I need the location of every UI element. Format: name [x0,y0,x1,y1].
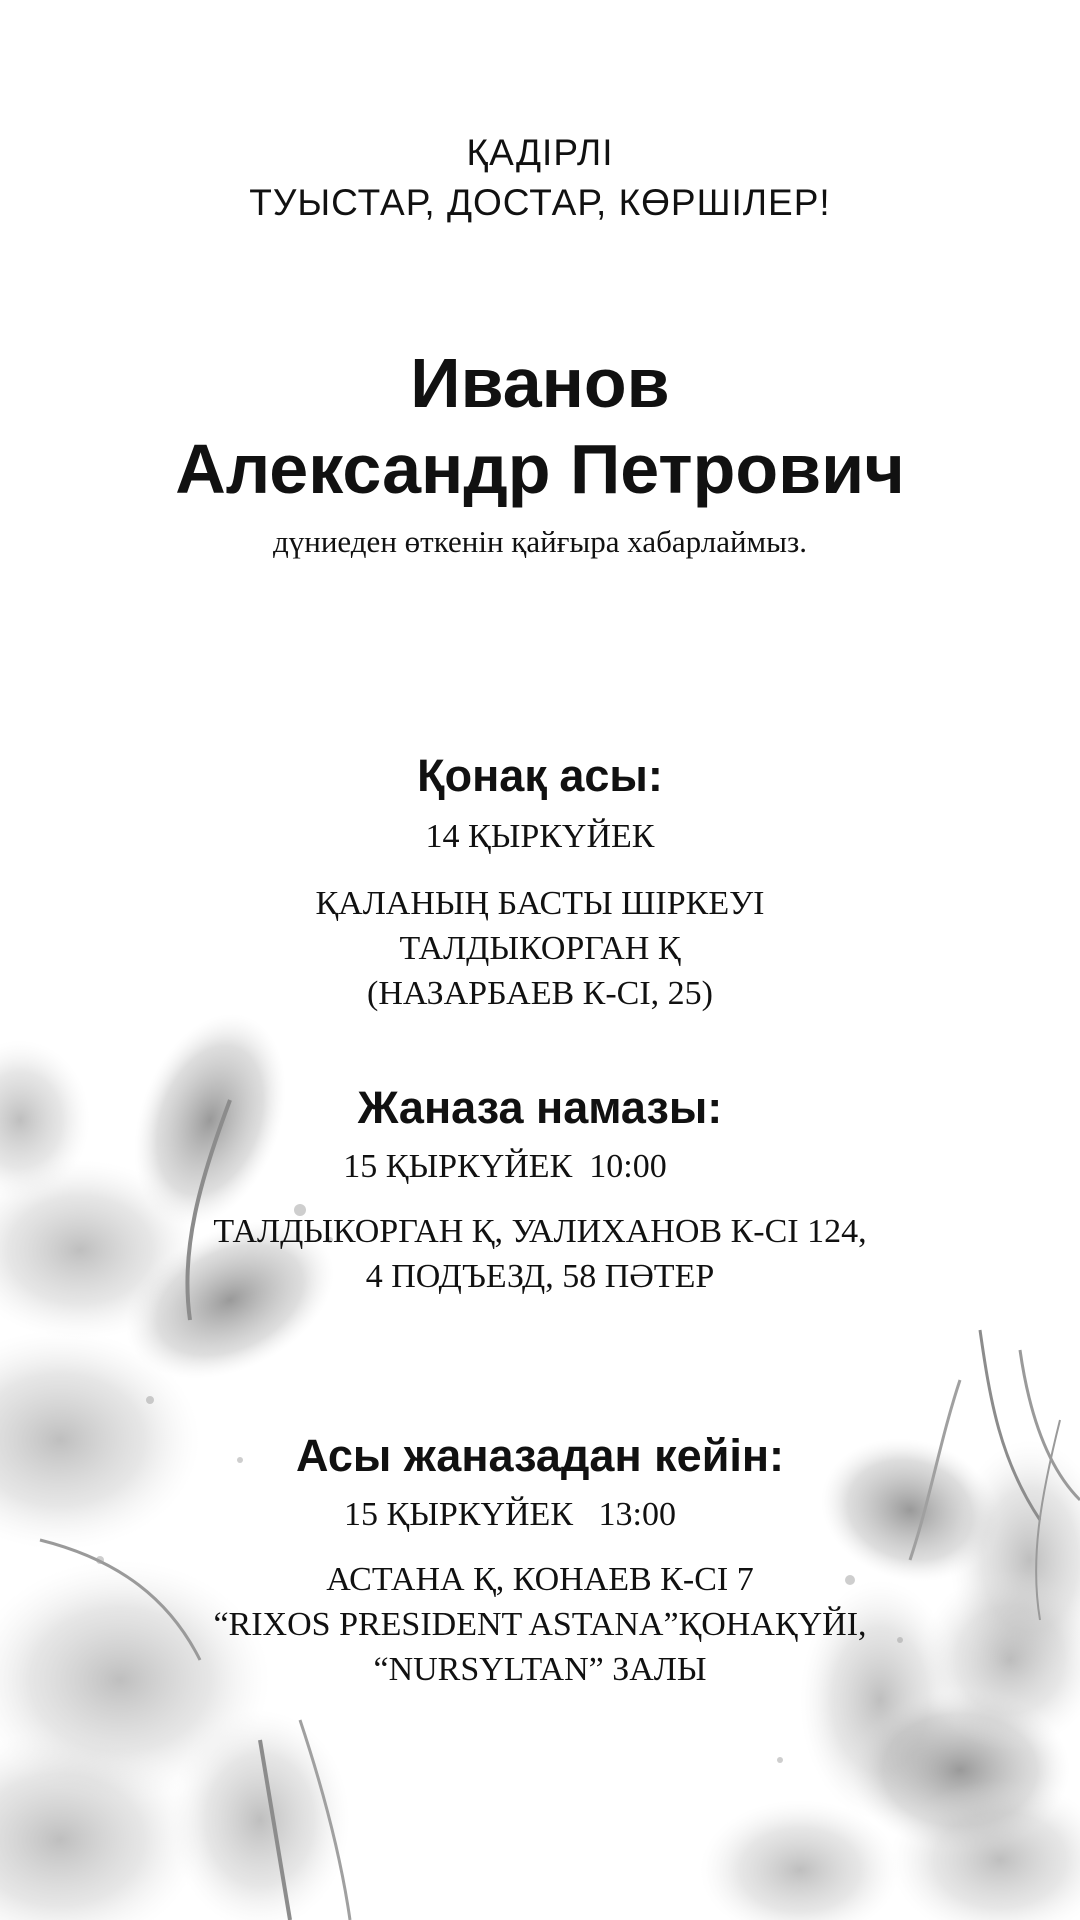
event-place-line: АСТАНА Қ, КОНАЕВ К-СІ 7 [326,1561,754,1598]
event-place [0,1557,1080,1692]
event-datetime: 14 ҚЫРКҮЙЕК [425,818,655,855]
deceased-name [0,340,1080,512]
greeting [0,128,1080,228]
event-funeral-prayer [0,1080,1080,1299]
greeting-line-1: ҚАДІРЛІ [466,132,614,173]
event-place-line: “RIXOS PRESIDENT ASTANA”ҚОНАҚҮЙІ, [213,1606,867,1643]
deceased-surname: Иванов [410,344,670,422]
event-place-line: ТАЛДЫКОРГАН Қ [399,930,681,967]
announcement-text: дүниеден өткенін қайғыра хабарлаймыз. [272,524,807,559]
event-place-line: “NURSYLTAN” ЗАЛЫ [373,1651,707,1688]
event-place-line: ТАЛДЫКОРГАН Қ, УАЛИХАНОВ К-СІ 124, [213,1213,867,1250]
event-datetime: 15 ҚЫРКҮЙЕК 13:00 [344,1496,676,1533]
event-guest-meal [0,748,1080,1016]
greeting-line-2: ТУЫСТАР, ДОСТАР, КӨРШІЛЕР! [249,182,831,223]
event-title: Қонақ асы: [417,750,663,801]
deceased-given-names: Александр Петрович [175,430,905,508]
event-place [0,1209,1080,1299]
event-place-line: (НАЗАРБАЕВ К-СІ, 25) [367,975,713,1012]
event-datetime: 15 ҚЫРКҮЙЕК 10:00 [343,1148,667,1185]
event-place-line: ҚАЛАНЫҢ БАСТЫ ШІРКЕУІ [315,885,765,922]
event-place [0,881,1080,1016]
event-title: Жаназа намазы: [357,1082,723,1133]
event-title: Асы жаназадан кейін: [295,1430,785,1481]
event-memorial-meal [0,1428,1080,1692]
event-place-line: 4 ПОДЪЕЗД, 58 ПӘТЕР [365,1258,715,1295]
